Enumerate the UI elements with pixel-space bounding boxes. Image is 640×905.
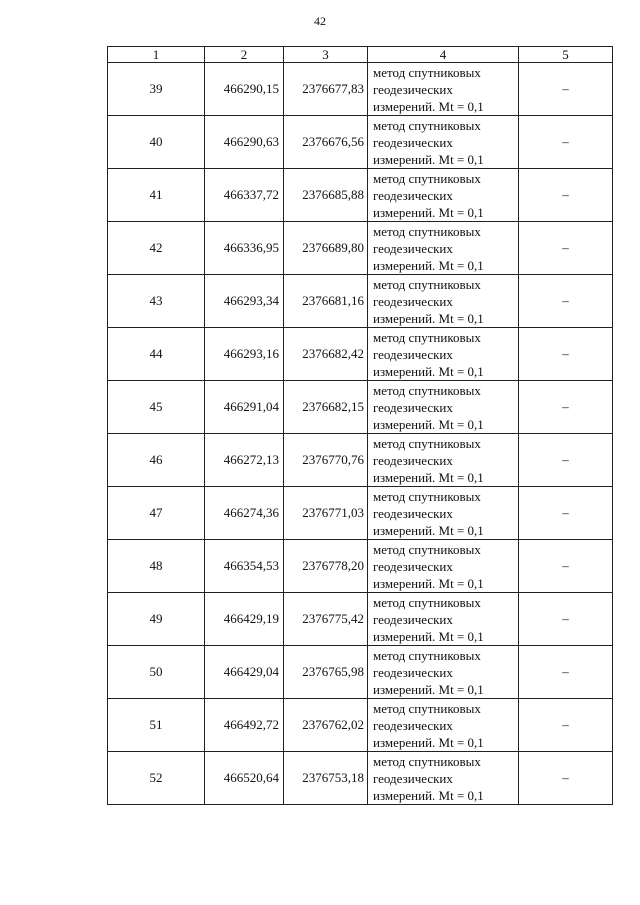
point-number-cell: 47: [108, 487, 205, 540]
method-cell: [368, 752, 519, 805]
method-line: метод спутниковых: [373, 488, 481, 504]
method-line: метод спутниковых: [373, 700, 481, 716]
y-coordinate-cell: 2376676,56: [284, 116, 368, 169]
point-number-cell: 43: [108, 275, 205, 328]
table-row: [108, 116, 613, 169]
x-coordinate-cell: 466293,16: [205, 328, 284, 381]
method-cell: [368, 593, 519, 646]
header-col-5: 5: [519, 47, 613, 63]
note-cell: –: [519, 169, 613, 222]
y-coordinate-cell: 2376677,83: [284, 63, 368, 116]
note-cell: –: [519, 646, 613, 699]
method-line: измерений. Mt = 0,1: [373, 787, 484, 803]
table-row: [108, 275, 613, 328]
table-header: [108, 47, 613, 63]
x-coordinate-cell: 466293,34: [205, 275, 284, 328]
method-line: геодезических: [373, 293, 453, 309]
point-number-cell: 44: [108, 328, 205, 381]
method-cell: [368, 116, 519, 169]
point-number-cell: 45: [108, 381, 205, 434]
y-coordinate-cell: 2376778,20: [284, 540, 368, 593]
method-cell: [368, 434, 519, 487]
method-line: метод спутниковых: [373, 329, 481, 345]
point-number-cell: 41: [108, 169, 205, 222]
method-line: геодезических: [373, 452, 453, 468]
method-line: измерений. Mt = 0,1: [373, 151, 484, 167]
method-cell: [368, 540, 519, 593]
point-number-cell: 52: [108, 752, 205, 805]
note-cell: –: [519, 381, 613, 434]
method-line: измерений. Mt = 0,1: [373, 204, 484, 220]
table-row: [108, 646, 613, 699]
method-line: геодезических: [373, 187, 453, 203]
note-cell: –: [519, 593, 613, 646]
x-coordinate-cell: 466520,64: [205, 752, 284, 805]
x-coordinate-cell: 466274,36: [205, 487, 284, 540]
method-line: измерений. Mt = 0,1: [373, 310, 484, 326]
method-line: геодезических: [373, 399, 453, 415]
point-number-cell: 46: [108, 434, 205, 487]
method-line: метод спутниковых: [373, 647, 481, 663]
y-coordinate-cell: 2376753,18: [284, 752, 368, 805]
method-line: метод спутниковых: [373, 223, 481, 239]
table-row: [108, 593, 613, 646]
method-cell: [368, 487, 519, 540]
method-line: измерений. Mt = 0,1: [373, 363, 484, 379]
table-row: [108, 752, 613, 805]
method-line: измерений. Mt = 0,1: [373, 734, 484, 750]
header-col-3: 3: [284, 47, 368, 63]
method-line: геодезических: [373, 770, 453, 786]
method-cell: [368, 646, 519, 699]
method-line: геодезических: [373, 81, 453, 97]
x-coordinate-cell: 466290,15: [205, 63, 284, 116]
table-row: [108, 169, 613, 222]
method-cell: [368, 222, 519, 275]
y-coordinate-cell: 2376689,80: [284, 222, 368, 275]
table-row: [108, 540, 613, 593]
table-row: [108, 222, 613, 275]
note-cell: –: [519, 116, 613, 169]
method-line: измерений. Mt = 0,1: [373, 257, 484, 273]
x-coordinate-cell: 466272,13: [205, 434, 284, 487]
method-line: измерений. Mt = 0,1: [373, 469, 484, 485]
header-col-2: 2: [205, 47, 284, 63]
method-line: геодезических: [373, 611, 453, 627]
note-cell: –: [519, 699, 613, 752]
y-coordinate-cell: 2376682,42: [284, 328, 368, 381]
method-line: метод спутниковых: [373, 382, 481, 398]
point-number-cell: 48: [108, 540, 205, 593]
method-line: метод спутниковых: [373, 753, 481, 769]
method-line: измерений. Mt = 0,1: [373, 628, 484, 644]
header-col-4: 4: [368, 47, 519, 63]
note-cell: –: [519, 487, 613, 540]
method-line: метод спутниковых: [373, 541, 481, 557]
method-line: метод спутниковых: [373, 276, 481, 292]
method-cell: [368, 169, 519, 222]
method-line: геодезических: [373, 717, 453, 733]
table-row: [108, 434, 613, 487]
method-line: геодезических: [373, 558, 453, 574]
note-cell: –: [519, 63, 613, 116]
y-coordinate-cell: 2376771,03: [284, 487, 368, 540]
method-line: метод спутниковых: [373, 117, 481, 133]
y-coordinate-cell: 2376681,16: [284, 275, 368, 328]
method-line: геодезических: [373, 664, 453, 680]
note-cell: –: [519, 275, 613, 328]
note-cell: –: [519, 434, 613, 487]
method-line: геодезических: [373, 240, 453, 256]
table-row: [108, 63, 613, 116]
method-line: измерений. Mt = 0,1: [373, 575, 484, 591]
x-coordinate-cell: 466492,72: [205, 699, 284, 752]
method-line: метод спутниковых: [373, 594, 481, 610]
page-number: 42: [314, 14, 326, 28]
y-coordinate-cell: 2376765,98: [284, 646, 368, 699]
y-coordinate-cell: 2376685,88: [284, 169, 368, 222]
note-cell: –: [519, 752, 613, 805]
y-coordinate-cell: 2376682,15: [284, 381, 368, 434]
x-coordinate-cell: 466337,72: [205, 169, 284, 222]
method-line: измерений. Mt = 0,1: [373, 416, 484, 432]
x-coordinate-cell: 466290,63: [205, 116, 284, 169]
point-number-cell: 40: [108, 116, 205, 169]
y-coordinate-cell: 2376762,02: [284, 699, 368, 752]
table-row: [108, 328, 613, 381]
method-line: измерений. Mt = 0,1: [373, 681, 484, 697]
point-number-cell: 42: [108, 222, 205, 275]
x-coordinate-cell: 466429,19: [205, 593, 284, 646]
coordinates-table: [107, 46, 613, 805]
note-cell: –: [519, 540, 613, 593]
method-line: измерений. Mt = 0,1: [373, 98, 484, 114]
x-coordinate-cell: 466291,04: [205, 381, 284, 434]
method-line: измерений. Mt = 0,1: [373, 522, 484, 538]
point-number-cell: 50: [108, 646, 205, 699]
method-cell: [368, 63, 519, 116]
table-row: [108, 487, 613, 540]
method-line: метод спутниковых: [373, 64, 481, 80]
table-row: [108, 699, 613, 752]
method-cell: [368, 275, 519, 328]
point-number-cell: 39: [108, 63, 205, 116]
header-row: [108, 47, 613, 63]
note-cell: –: [519, 328, 613, 381]
method-cell: [368, 328, 519, 381]
x-coordinate-cell: 466354,53: [205, 540, 284, 593]
method-line: геодезических: [373, 346, 453, 362]
point-number-cell: 51: [108, 699, 205, 752]
method-line: геодезических: [373, 505, 453, 521]
header-col-1: 1: [108, 47, 205, 63]
method-line: метод спутниковых: [373, 170, 481, 186]
method-line: метод спутниковых: [373, 435, 481, 451]
table-body: [108, 63, 613, 805]
note-cell: –: [519, 222, 613, 275]
x-coordinate-cell: 466429,04: [205, 646, 284, 699]
method-cell: [368, 381, 519, 434]
y-coordinate-cell: 2376775,42: [284, 593, 368, 646]
y-coordinate-cell: 2376770,76: [284, 434, 368, 487]
method-line: геодезических: [373, 134, 453, 150]
method-cell: [368, 699, 519, 752]
table-row: [108, 381, 613, 434]
x-coordinate-cell: 466336,95: [205, 222, 284, 275]
point-number-cell: 49: [108, 593, 205, 646]
